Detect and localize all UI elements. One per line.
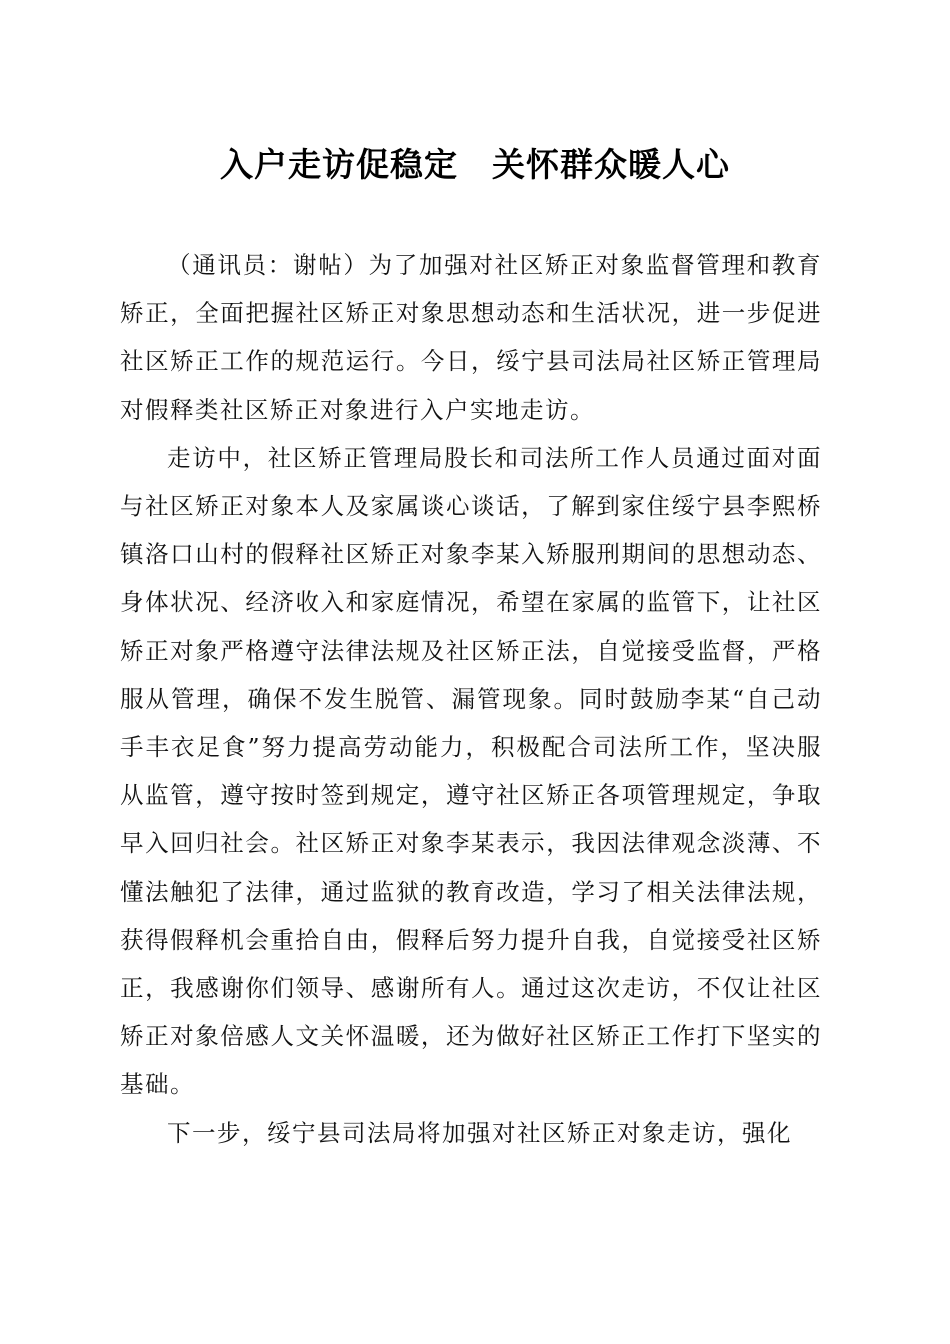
- document-body: [120, 241, 822, 1157]
- paragraph-next-step: 下一步，绥宁县司法局将加强对社区矫正对象走访，强化: [167, 1118, 792, 1147]
- document-title: 入户走访促稳定 关怀群众暖人心: [220, 145, 730, 184]
- paragraph-visit: 走访中，社区矫正管理局股长和司法所工作人员通过面对面与社区矫正对象本人及家属谈心谈话，了解到家住绥宁县李熙桥镇洛口山村的假释社区矫正对象李某入矫服刑期间的思想动态、身体状况、经济收入和家庭情况，希望在家属的监管下，让社区矫正对象严格遵守法律法规及社区矫正法，自觉接受监督，严格服从管理，确保不发生脱管、漏管现象。同时鼓励李某“自己动手丰衣足食”努力提高劳动能力，积极配合司法所工作，坚决服从监管，遵守按时签到规定，遵守社区矫正各项管理规定，争取早入回归社会。社区矫正对象李某表示，我因法律观念淡薄、不懂法触犯了法律，通过监狱的教育改造，学习了相关法律法规，获得假释机会重拾自由，假释后努力提升自我，自觉接受社区矫正，我感谢你们领导、感谢所有人。通过这次走访，不仅让社区矫正对象倍感人文关怀温暖，还为做好社区矫正工作打下坚实的基础。: [120, 443, 822, 1099]
- paragraph-intro: （通讯员：谢帖）为了加强对社区矫正对象监督管理和教育矫正，全面把握社区矫正对象思想动态和生活状况，进一步促进社区矫正工作的规范运行。今日，绥宁县司法局社区矫正管理局对假释类社区矫正对象进行入户实地走访。: [120, 251, 822, 424]
